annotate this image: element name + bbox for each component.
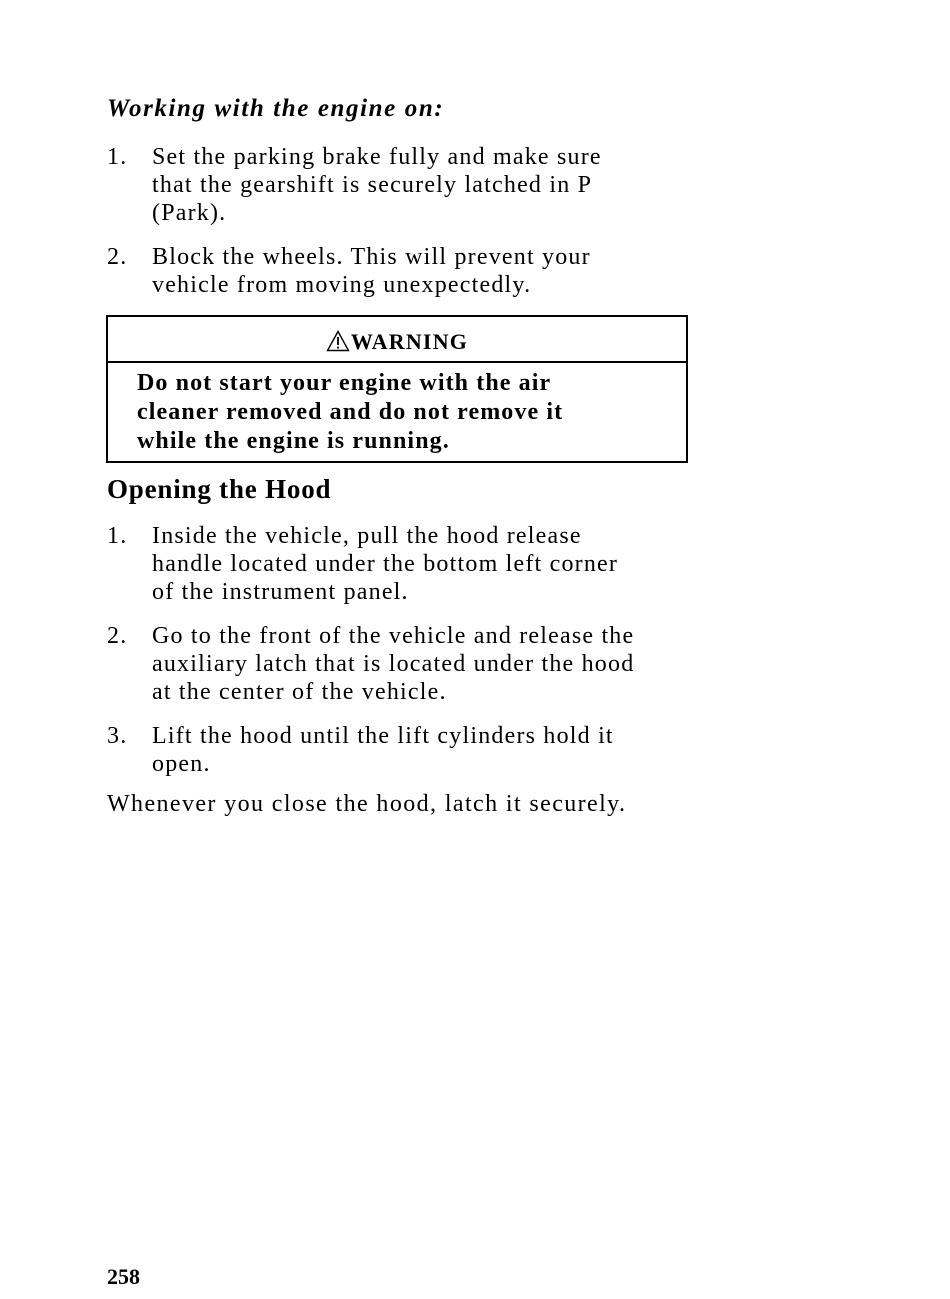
warning-text-line: while the engine is running. [137, 428, 450, 454]
engine-on-subheading: Working with the engine on: [107, 95, 445, 122]
step-text-line: Set the parking brake fully and make sure [152, 144, 602, 170]
step-number: 3. [107, 723, 128, 749]
step-text-line: that the gearshift is securely latched in P [152, 172, 593, 198]
step-number: 1. [107, 523, 128, 549]
step-text-line: auxiliary latch that is located under the hood [152, 651, 635, 677]
closing-note: Whenever you close the hood, latch it securely. [107, 791, 627, 817]
page-number: 258 [107, 1264, 140, 1289]
opening-hood-heading: Opening the Hood [107, 474, 332, 504]
warning-text-line: cleaner removed and do not remove it [137, 399, 564, 425]
warning-header [108, 317, 686, 363]
step-text-line: Block the wheels. This will prevent your [152, 244, 591, 270]
hood-step-2 [107, 622, 707, 706]
step-text-line: Lift the hood until the lift cylinders hold it [152, 723, 614, 749]
step-text-line: open. [152, 751, 211, 777]
step-text-line: Go to the front of the vehicle and release the [152, 623, 635, 649]
step-text-line: of the instrument panel. [152, 579, 409, 605]
warning-title: WARNING [350, 329, 469, 354]
step-number: 2. [107, 623, 128, 649]
step-text-line: Inside the vehicle, pull the hood release [152, 523, 582, 549]
step-text-line: (Park). [152, 200, 227, 226]
warning-message [108, 363, 686, 456]
warning-triangle-icon [326, 330, 350, 352]
warning-box [106, 315, 688, 463]
step-text-line: handle located under the bottom left corner [152, 551, 619, 577]
step-number: 1. [107, 144, 128, 170]
engine-on-step-2 [107, 243, 707, 299]
hood-step-3 [107, 722, 707, 778]
step-text-line: at the center of the vehicle. [152, 679, 447, 705]
step-number: 2. [107, 244, 128, 270]
engine-on-step-1 [107, 143, 707, 227]
warning-text-line: Do not start your engine with the air [137, 370, 552, 396]
hood-step-1 [107, 522, 707, 606]
step-text-line: vehicle from moving unexpectedly. [152, 272, 532, 298]
